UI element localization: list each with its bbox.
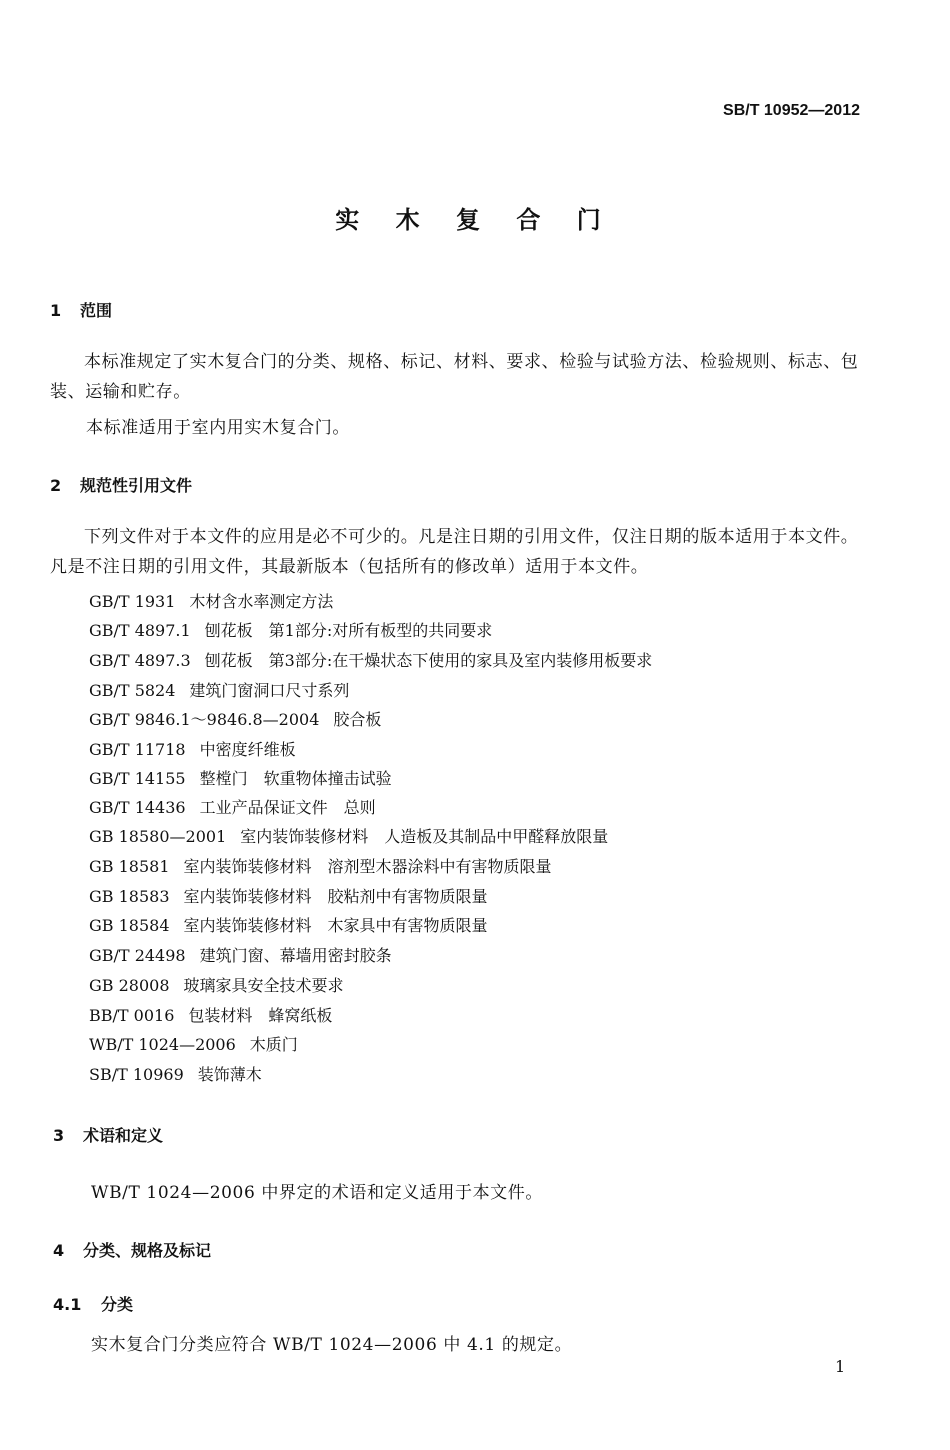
reference-title: 室内装饰装修材料 木家具中有害物质限量 bbox=[183, 916, 488, 935]
section-3-paragraph-1: WB/T 1024—2006 中界定的术语和定义适用于本文件。 bbox=[91, 1183, 543, 1203]
reference-title: 包装材料 蜂窝纸板 bbox=[188, 1006, 333, 1025]
reference-item bbox=[89, 766, 392, 789]
reference-code: GB/T 5824 bbox=[89, 681, 176, 700]
standard-code: SB/T 10952—2012 bbox=[723, 102, 860, 119]
reference-item bbox=[89, 678, 349, 701]
reference-item bbox=[89, 648, 652, 671]
reference-code: BB/T 0016 bbox=[89, 1006, 175, 1025]
reference-item bbox=[89, 943, 392, 966]
reference-title: 整樘门 软重物体撞击试验 bbox=[199, 769, 392, 788]
reference-title: 室内装饰装修材料 溶剂型木器涂料中有害物质限量 bbox=[183, 857, 552, 876]
section-1-paragraph-1: 本标准规定了实木复合门的分类、规格、标记、材料、要求、检验与试验方法、检验规则、标志、包装、运输和贮存。 bbox=[50, 352, 859, 402]
reference-code: GB/T 11718 bbox=[89, 740, 186, 759]
reference-code: GB 18580—2001 bbox=[89, 827, 227, 846]
reference-item bbox=[89, 1003, 332, 1026]
reference-code: GB/T 4897.1 bbox=[89, 621, 191, 640]
reference-item bbox=[89, 1062, 262, 1085]
section-title: 规范性引用文件 bbox=[80, 476, 193, 495]
reference-code: GB/T 24498 bbox=[89, 946, 186, 965]
reference-title: 建筑门窗洞口尺寸系列 bbox=[189, 681, 350, 700]
section-4-1-heading bbox=[53, 1292, 133, 1315]
section-4-heading bbox=[53, 1238, 211, 1261]
section-title: 范围 bbox=[80, 301, 113, 320]
reference-item bbox=[89, 884, 488, 907]
reference-code: WB/T 1024—2006 bbox=[89, 1035, 236, 1054]
reference-title: 刨花板 第3部分:在干燥状态下使用的家具及室内装修用板要求 bbox=[204, 651, 653, 670]
reference-item bbox=[89, 1032, 298, 1055]
section-title: 分类 bbox=[101, 1295, 134, 1314]
reference-title: 木材含水率测定方法 bbox=[189, 592, 334, 611]
section-2-heading bbox=[50, 473, 192, 496]
reference-title: 刨花板 第1部分:对所有板型的共同要求 bbox=[204, 621, 493, 640]
reference-title: 装饰薄木 bbox=[197, 1065, 262, 1084]
section-number: 2 bbox=[50, 476, 62, 495]
section-title: 分类、规格及标记 bbox=[83, 1241, 212, 1260]
reference-title: 室内装饰装修材料 人造板及其制品中甲醛释放限量 bbox=[240, 827, 609, 846]
reference-code: GB/T 9846.1～9846.8—2004 bbox=[89, 710, 320, 729]
reference-code: GB 18581 bbox=[89, 857, 170, 876]
reference-item bbox=[89, 973, 344, 996]
reference-title: 胶合板 bbox=[333, 710, 382, 729]
section-title: 术语和定义 bbox=[83, 1126, 164, 1145]
section-number: 4.1 bbox=[53, 1295, 82, 1314]
section-1-heading bbox=[50, 298, 112, 321]
reference-code: SB/T 10969 bbox=[89, 1065, 184, 1084]
page-number: 1 bbox=[835, 1357, 846, 1376]
reference-title: 木质门 bbox=[249, 1035, 298, 1054]
reference-code: GB/T 14155 bbox=[89, 769, 186, 788]
reference-code: GB/T 4897.3 bbox=[89, 651, 191, 670]
reference-title: 工业产品保证文件 总则 bbox=[199, 798, 376, 817]
reference-title: 建筑门窗、幕墙用密封胶条 bbox=[199, 946, 392, 965]
reference-item bbox=[89, 854, 552, 877]
reference-code: GB 18583 bbox=[89, 887, 170, 906]
reference-item bbox=[89, 795, 376, 818]
reference-item bbox=[89, 707, 381, 730]
reference-item bbox=[89, 589, 333, 612]
reference-title: 玻璃家具安全技术要求 bbox=[183, 976, 344, 995]
reference-item bbox=[89, 618, 492, 641]
section-number: 3 bbox=[53, 1126, 65, 1145]
section-4-1-paragraph-1: 实木复合门分类应符合 WB/T 1024—2006 中 4.1 的规定。 bbox=[91, 1335, 573, 1355]
reference-code: GB/T 1931 bbox=[89, 592, 176, 611]
reference-code: GB/T 14436 bbox=[89, 798, 186, 817]
document-title: 实 木 复 合 门 bbox=[335, 206, 615, 234]
section-1-paragraph-2: 本标准适用于室内用实木复合门。 bbox=[86, 418, 350, 438]
reference-item bbox=[89, 824, 608, 847]
section-3-heading bbox=[53, 1123, 163, 1146]
section-number: 1 bbox=[50, 301, 62, 320]
reference-title: 中密度纤维板 bbox=[199, 740, 296, 759]
section-number: 4 bbox=[53, 1241, 65, 1260]
reference-code: GB 28008 bbox=[89, 976, 170, 995]
reference-code: GB 18584 bbox=[89, 916, 170, 935]
reference-item bbox=[89, 913, 488, 936]
section-2-paragraph-1: 下列文件对于本文件的应用是必不可少的。凡是注日期的引用文件，仅注日期的版本适用于本文件。凡是不注日期的引用文件，其最新版本（包括所有的修改单）适用于本文件。 bbox=[50, 527, 859, 577]
reference-item bbox=[89, 737, 296, 760]
reference-title: 室内装饰装修材料 胶粘剂中有害物质限量 bbox=[183, 887, 488, 906]
